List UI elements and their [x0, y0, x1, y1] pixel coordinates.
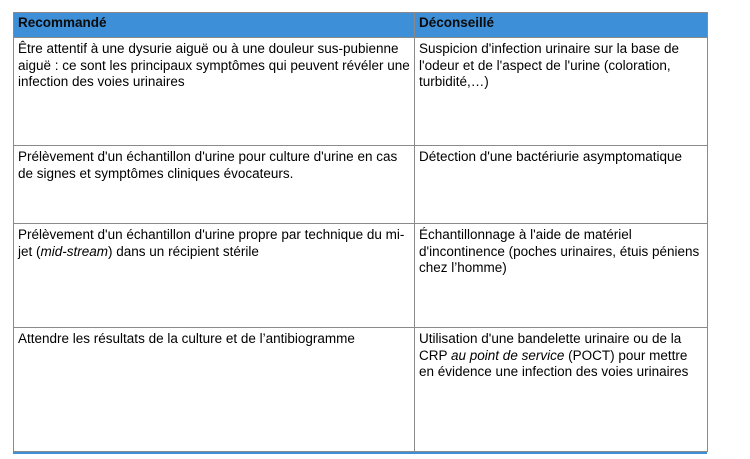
cell-text: Prélèvement d'un échantillon d'urine propre par technique du mi-jet (	[18, 227, 405, 259]
table-body	[14, 38, 708, 452]
cell-italic-text: mid-stream	[40, 243, 109, 259]
cell-text: Utilisation d'une bandelette urinaire ou de la CRP	[419, 331, 682, 363]
table-header	[14, 13, 708, 38]
cell-not-recommended: Détection d'une bactériurie asymptomatique	[415, 146, 708, 224]
cell-text: (POCT) pour mettre en évidence une infection des voies urinaires	[419, 347, 689, 379]
table-row	[14, 38, 708, 146]
table-row	[14, 328, 708, 452]
table-bottom-rule	[13, 452, 707, 454]
table-row	[14, 146, 708, 224]
cell-text: ) dans un récipient stérile	[108, 243, 259, 259]
cell-italic-text: au point de service	[451, 347, 565, 363]
cell-recommended	[14, 224, 415, 328]
recommendations-table-container	[13, 12, 707, 452]
cell-not-recommended	[415, 328, 708, 452]
cell-not-recommended: Suspicion d'infection urinaire sur la base de l'odeur et de l'aspect de l'urine (coloration, turbidité,…)	[415, 38, 708, 146]
header-recommended: Recommandé	[14, 13, 415, 38]
cell-recommended: Attendre les résultats de la culture et de l’antibiogramme	[14, 328, 415, 452]
header-not-recommended: Déconseillé	[415, 13, 708, 38]
cell-not-recommended: Échantillonnage à l'aide de matériel d'incontinence (poches urinaires, étuis péniens chez l’homme)	[415, 224, 708, 328]
recommendations-table	[13, 12, 708, 452]
table-row	[14, 224, 708, 328]
header-row	[14, 13, 708, 38]
cell-recommended: Être attentif à une dysurie aiguë ou à une douleur sus-pubienne aiguë : ce sont les principaux symptômes qui peuvent révéler une infection des voies urinaires	[14, 38, 415, 146]
cell-recommended: Prélèvement d'un échantillon d'urine pour culture d'urine en cas de signes et symptômes cliniques évocateurs.	[14, 146, 415, 224]
